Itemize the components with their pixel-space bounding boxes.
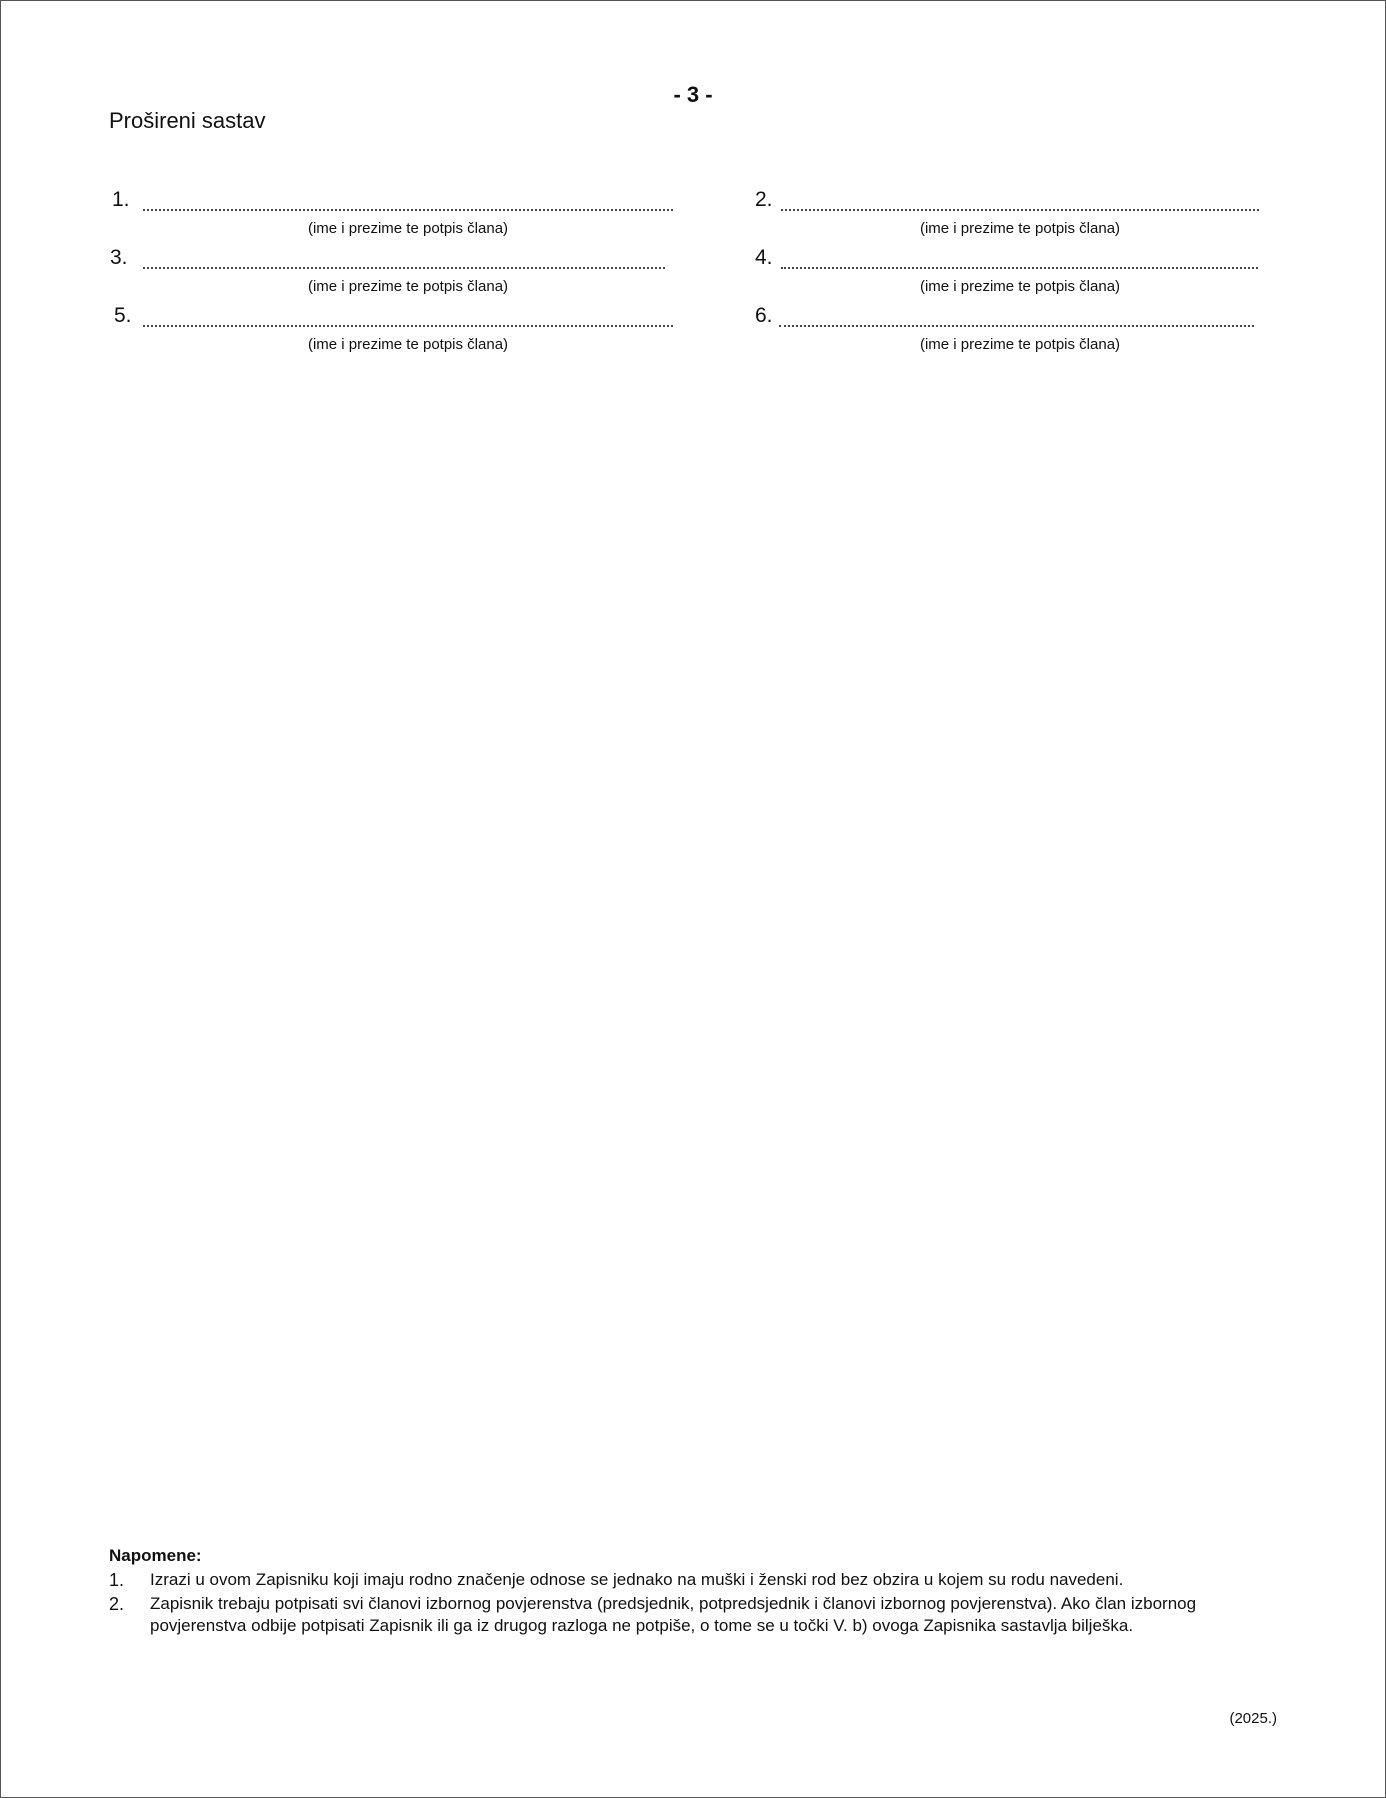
signature-caption: (ime i prezime te potpis člana)	[307, 278, 509, 295]
signature-line-5[interactable]	[114, 304, 674, 354]
signature-dotted-line[interactable]	[143, 209, 673, 211]
signature-line-3[interactable]	[110, 246, 670, 296]
note-number: 1.	[109, 1570, 125, 1590]
signature-number: 4.	[755, 246, 773, 269]
note-text: Izrazi u ovom Zapisniku koji imaju rodno značenje odnose se jednako na muški i ženski rod bez obzira u kojem su rodu navedeni.	[150, 1570, 1124, 1589]
signature-line-4[interactable]	[755, 246, 1255, 296]
note-item	[109, 1593, 1289, 1637]
signature-line-2[interactable]	[755, 188, 1255, 238]
signature-caption: (ime i prezime te potpis člana)	[307, 336, 509, 353]
signature-number: 6.	[755, 304, 773, 327]
note-item	[109, 1569, 1289, 1591]
signature-number: 2.	[755, 188, 773, 211]
signature-number: 5.	[114, 304, 132, 327]
signature-dotted-line[interactable]	[781, 267, 1258, 269]
signature-number: 3.	[110, 246, 128, 269]
note-number: 2.	[109, 1594, 125, 1614]
signature-number: 1.	[112, 188, 130, 211]
notes-section	[109, 1545, 1289, 1637]
page-number: - 3 -	[673, 82, 713, 107]
section-title: Prošireni sastav	[109, 108, 266, 133]
signature-line-1[interactable]	[112, 188, 672, 238]
signature-line-6[interactable]	[755, 304, 1255, 354]
signature-caption: (ime i prezime te potpis člana)	[919, 278, 1121, 295]
signature-dotted-line[interactable]	[781, 209, 1259, 211]
signature-dotted-line[interactable]	[143, 267, 665, 269]
notes-heading: Napomene:	[109, 1546, 202, 1565]
note-text: Zapisnik trebaju potpisati svi članovi izbornog povjerenstva (predsjednik, potpredsjednik i članovi izbornog povjerenstva). Ako član izbornog povjerenstva odbije potpisati Zapisnik ili ga iz drugog razloga ne potpiše, o tome se u točki V. b) ovoga Zapisnika sastavlja bilješka.	[150, 1594, 1197, 1635]
signature-caption: (ime i prezime te potpis člana)	[919, 220, 1121, 237]
signature-caption: (ime i prezime te potpis člana)	[307, 220, 509, 237]
edition-year: (2025.)	[1229, 1710, 1277, 1727]
signature-dotted-line[interactable]	[143, 325, 673, 327]
signature-caption: (ime i prezime te potpis člana)	[919, 336, 1121, 353]
signature-dotted-line[interactable]	[779, 325, 1254, 327]
